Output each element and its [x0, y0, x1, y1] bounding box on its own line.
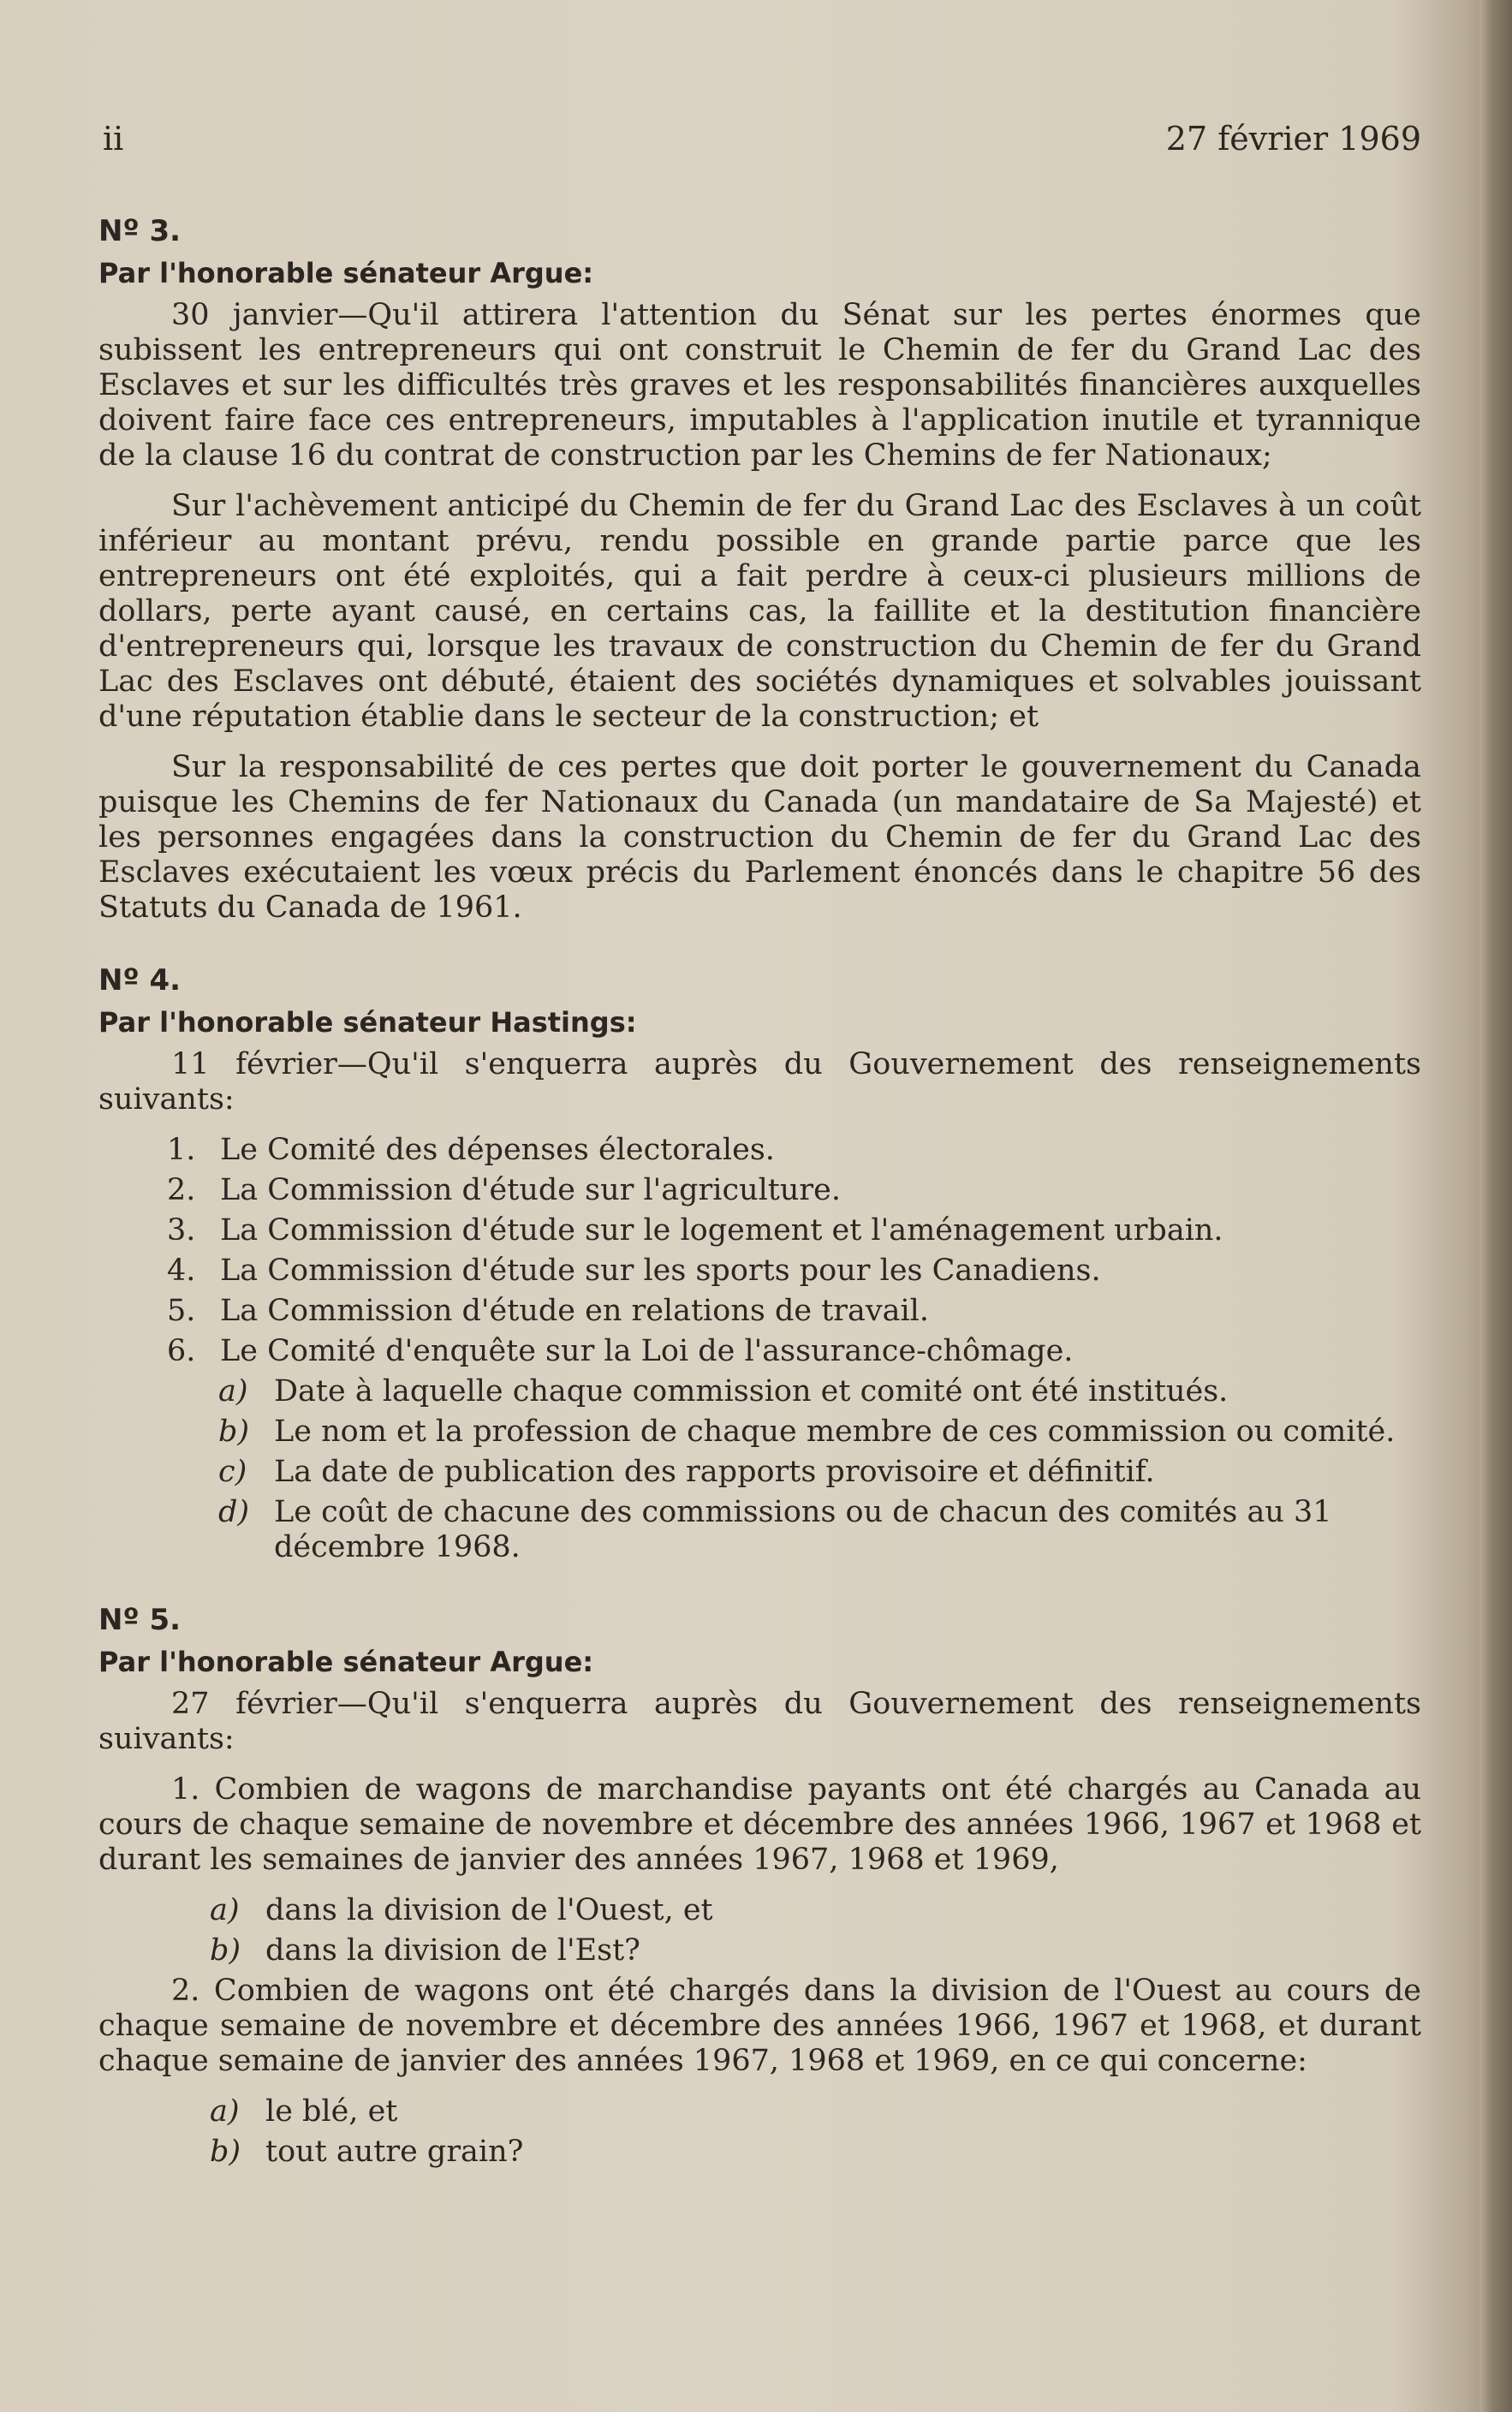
page-number: ii: [103, 120, 124, 158]
list-item: [98, 1254, 1421, 1289]
entry-no-5: [98, 1603, 1421, 2170]
list-item-text: La Commission d'étude sur l'agriculture.: [220, 1173, 841, 1207]
list-item: [98, 1334, 1421, 1369]
sub-item-label: a): [210, 2094, 240, 2129]
list-item: [98, 1173, 1421, 1208]
entry-number: Nº 5.: [98, 1603, 182, 1637]
sub-item-text: Le coût de chacune des commissions ou de chacun des comités au 31 décembre 1968.: [274, 1495, 1332, 1564]
sub-item-text: le blé, et: [265, 2094, 398, 2129]
paragraph: Sur l'achèvement anticipé du Chemin de fer du Grand Lac des Esclaves à un coût inférieur au montant prévu, rendu possible en grande partie parce que les entrepreneurs ont été exploités, qui a fait perdre à ceux-ci plusieurs millions de dollars, perte ayant causé, en certains cas, la faillite et la destitution financière d'entrepreneurs qui, lorsque les travaux de construction du Chemin de fer du Grand Lac des Esclaves ont débuté, étaient des sociétés dynamiques et solvables jouissant d'une réputation établie dans le secteur de la construction; et: [98, 489, 1421, 734]
list-item-text: La Commission d'étude sur les sports pour les Canadiens.: [220, 1254, 1101, 1288]
sub-item: [98, 1893, 1421, 1928]
sub-item-text: dans la division de l'Est?: [265, 1933, 640, 1968]
sub-item-label: a): [218, 1374, 248, 1408]
list-item-text: La Commission d'étude sur le logement et l'aménagement urbain.: [220, 1213, 1223, 1248]
entry-number: Nº 4.: [98, 963, 182, 998]
entry-sponsor: Par l'honorable sénateur Argue:: [98, 1646, 594, 1678]
entry-sponsor: Par l'honorable sénateur Argue:: [98, 257, 594, 289]
sub-item-label: c): [218, 1455, 247, 1489]
sub-item-label: b): [210, 2135, 241, 2169]
entry-sponsor: Par l'honorable sénateur Hastings:: [98, 1006, 637, 1039]
sub-item-text: Date à laquelle chaque commission et comité ont été institués.: [274, 1374, 1229, 1408]
sub-item-text: Le nom et la profession de chaque membre de ces commission ou comité.: [274, 1414, 1396, 1449]
sub-item-text: dans la division de l'Ouest, et: [265, 1893, 713, 1927]
entry-intro: 11 février—Qu'il s'enquerra auprès du Gouvernement des renseignements suivants:: [98, 1047, 1421, 1117]
entry-number: Nº 3.: [98, 214, 182, 248]
sub-item: [98, 1414, 1421, 1450]
list-item: [98, 1133, 1421, 1168]
list-item-number: 6.: [167, 1334, 196, 1368]
entry-no-3: [98, 214, 1421, 926]
page-binding-edge: [1479, 0, 1512, 2412]
list-item-text: La Commission d'étude en relations de travail.: [220, 1294, 930, 1328]
sub-item-label: d): [218, 1495, 250, 1529]
list-item-number: 3.: [167, 1213, 196, 1248]
sub-item: [98, 2135, 1421, 2170]
list-item: [98, 1213, 1421, 1248]
sub-item-text: tout autre grain?: [265, 2135, 524, 2169]
sub-item: [98, 1455, 1421, 1490]
question-2: 2. Combien de wagons ont été chargés dans la division de l'Ouest au cours de chaque semaine de novembre et décembre des années 1966, 1967 et 1968, et durant chaque semaine de janvier des années 1967, 1968 et 1969, en ce qui concerne:: [98, 1974, 1421, 2078]
page-header: [103, 120, 1421, 163]
list-item-text: Le Comité des dépenses électorales.: [220, 1133, 775, 1167]
entry-no-4: [98, 963, 1421, 1565]
list-item-number: 4.: [167, 1254, 196, 1288]
list-item-number: 1.: [167, 1133, 196, 1167]
sub-item: [98, 2094, 1421, 2129]
list-item-number: 2.: [167, 1173, 196, 1207]
list-item-number: 5.: [167, 1294, 196, 1328]
sub-item-label: b): [218, 1414, 250, 1449]
paragraph: 30 janvier—Qu'il attirera l'attention du Sénat sur les pertes énormes que subissent les entrepreneurs qui ont construit le Chemin de fer du Grand Lac des Esclaves et sur les difficultés très graves et les responsabilités financières auxquelles doivent faire face ces entrepreneurs, imputables à l'application inutile et tyrannique de la clause 16 du contrat de construction par les Chemins de fer Nationaux;: [98, 298, 1421, 473]
list-item: [98, 1294, 1421, 1329]
sub-item: [98, 1374, 1421, 1409]
page-date: 27 février 1969: [1165, 120, 1421, 158]
question-1: 1. Combien de wagons de marchandise payants ont été chargés au Canada au cours de chaque semaine de novembre et décembre des années 1966, 1967 et 1968 et durant les semaines de janvier des années 1967, 1968 et 1969,: [98, 1772, 1421, 1877]
entry-intro: 27 février—Qu'il s'enquerra auprès du Gouvernement des renseignements suivants:: [98, 1687, 1421, 1756]
list-item-text: Le Comité d'enquête sur la Loi de l'assurance-chômage.: [220, 1334, 1074, 1368]
sub-item-label: b): [210, 1933, 241, 1968]
sub-item: [98, 1495, 1421, 1565]
paragraph: Sur la responsabilité de ces pertes que doit porter le gouvernement du Canada puisque les Chemins de fer Nationaux du Canada (un mandataire de Sa Majesté) et les personnes engagées dans la construction du Chemin de fer du Grand Lac des Esclaves exécutaient les vœux précis du Parlement énoncés dans le chapitre 56 des Statuts du Canada de 1961.: [98, 750, 1421, 925]
sub-item-label: a): [210, 1893, 240, 1927]
page-content: [98, 214, 1421, 2207]
sub-item-text: La date de publication des rapports provisoire et définitif.: [274, 1455, 1155, 1489]
sub-item: [98, 1933, 1421, 1968]
